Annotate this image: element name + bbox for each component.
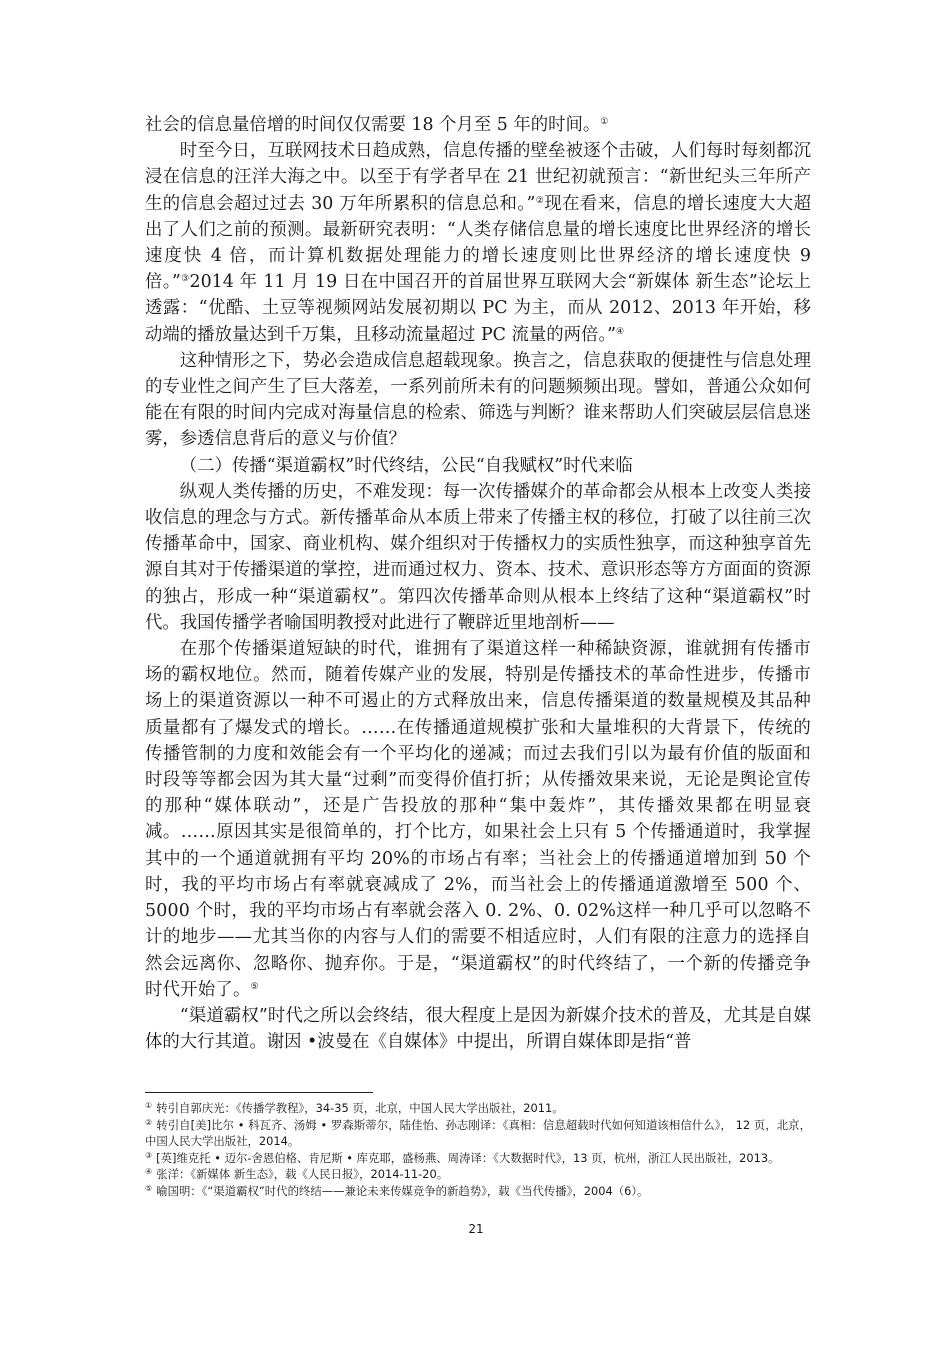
footnote-ref-1[interactable]: ① [600,117,609,127]
footnote-mark: ⑤ [145,1183,153,1193]
footnote-5: ⑤ 喻国明：《“渠道霸权”时代的终结——兼论未来传媒竞争的新趋势》，载《当代传播》，2004（6）。 [145,1183,649,1198]
paragraph-1: 社会的信息量倍增的时间仅仅需要 18 个月至 5 年的时间。① [145,115,609,135]
body-text [145,112,811,1055]
footnote-4: ④ 张洋：《新媒体 新生态》，载《人民日报》，2014-11-20。 [145,1167,449,1182]
footnote-mark: ④ [145,1167,153,1177]
paragraph-3: 这种情形之下，势必会造成信息超载现象。换言之，信息获取的便捷性与信息处理的专业性之间产生了巨大落差，一系列前所未有的问题频频出现。譬如，普通公众如何能在有限的时间内完成对海量信息的检索、筛选与判断？谁来帮助人们突破层层信息迷雾，参透信息背后的意义与价值？ [145,350,811,450]
footnote-1: ① 转引自郭庆光：《传播学教程》，34-35 页，北京，中国人民大学出版社，2011。 [145,1101,564,1115]
footnote-mark: ① [145,1101,153,1110]
footnote-ref-4[interactable]: ④ [616,326,625,337]
paragraph-5: “渠道霸权”时代之所以会终结，很大程度上是因为新媒介技术的普及，尤其是自媒体的大行其道。谢因 •波曼在《自媒体》中提出，所谓自媒体即是指“普 [145,1005,811,1053]
footnote-ref-2[interactable]: ② [535,195,545,206]
footnote-mark: ② [145,1117,153,1127]
footnote-ref-5[interactable]: ⑤ [250,981,259,992]
footnote-ref-3[interactable]: ③ [180,274,190,285]
footnote-mark: ③ [145,1150,153,1160]
section-heading: （二）传播“渠道霸权”时代终结，公民“自我赋权”时代来临 [179,455,633,476]
footnote-3: ③ [英]维克托 • 迈尔-舍恩伯格、肯尼斯 • 库克耶，盛杨燕、周涛译：《大数据时代》，13 页，杭州，浙江人民出版社，2013。 [145,1150,780,1165]
footnotes [145,1100,811,1200]
page-number: 21 [468,1222,484,1236]
footnote-divider [145,1092,373,1093]
paragraph-2: 时至今日，互联网技术日趋成熟，信息传播的壁垒被逐个击破，人们每时每刻都沉浸在信息的汪洋大海之中。以至于有学者早在 21 世纪初就预言：“新世纪头三年所产生的信息会超过过去 30 万年所累积的信息总和。”②现在看来，信息的增长速度大大超出了人们之前的预测。最新研究表明：“人类存储信息量的增长速度比世界经济的增长速度快 4 倍，而计算机数据处理能力的增长速度则比世界经济的增长速度快 9 倍。”③2014 年 11 月 19 日在中国召开的首届世界互联网大会“新媒体 新生态”论坛上透露：“优酷、土豆等视频网站发展初期以 PC 为主，而从 2012、2013 年开始，移动端的播放量达到千万集，且移动流量超过 PC 流量的两倍。”④ [145,141,812,345]
block-quote: 在那个传播渠道短缺的时代，谁拥有了渠道这样一种稀缺资源，谁就拥有传播市场的霸权地位。然而，随着传媒产业的发展，特别是传播技术的革命性进步，传播市场上的渠道资源以一种不可遏止的方式释放出来，信息传播渠道的数量规模及其品种质量都有了爆发式的增长。……在传播通道规模扩张和大量堆积的大背景下，传统的传播管制的力度和效能会有一个平均化的递减；而过去我们引以为最有价值的版面和时段等等都会因为其大量“过剩”而变得价值打折；从传播效果来说，无论是舆论宣传的那种“媒体联动”，还是广告投放的那种“集中轰炸”，其传播效果都在明显衰减。……原因其实是很简单的，打个比方，如果社会上只有 5 个传播通道时，我掌握其中的一个通道就拥有平均 20%的市场占有率；当社会上的传播通道增加到 50 个时，我的平均市场占有率就衰减成了 2%，而当社会上的传播通道激增至 500 个、5000 个时，我的平均市场占有率就会落入 0. 2%、0. 02%这样一种几乎可以忽略不计的地步——尤其当你的内容与人们的需要不相适应时，人们有限的注意力的选择自然会远离你、忽略你、抛弃你。于是，“渠道霸权”的时代终结了，一个新的传播竞争时代开始了。⑤ [145,639,811,1000]
footnote-2: ② 转引自[美]比尔 • 科瓦齐、汤姆 • 罗森斯蒂尔，陆佳怡、孙志刚译：《真相：信息超载时代如何知道该相信什么》， 12 页，北京，中国人民大学出版社，2014。 [145,1117,812,1149]
paragraph-4: 纵观人类传播的历史，不难发现：每一次传播媒介的革命都会从根本上改变人类接收信息的理念与方式。新传播革命从本质上带来了传播主权的移位，打破了以往前三次传播革命中，国家、商业机构、媒介组织对于传播权力的实质性独享，而这种独享首先源自其对于传播渠道的掌控，进而通过权力、资本、技术、意识形态等方方面面的资源的独占，形成一种“渠道霸权”。第四次传播革命则从根本上终结了这种“渠道霸权”时代。我国传播学者喻国明教授对此进行了鞭辟近里地剖析—— [145,481,811,633]
